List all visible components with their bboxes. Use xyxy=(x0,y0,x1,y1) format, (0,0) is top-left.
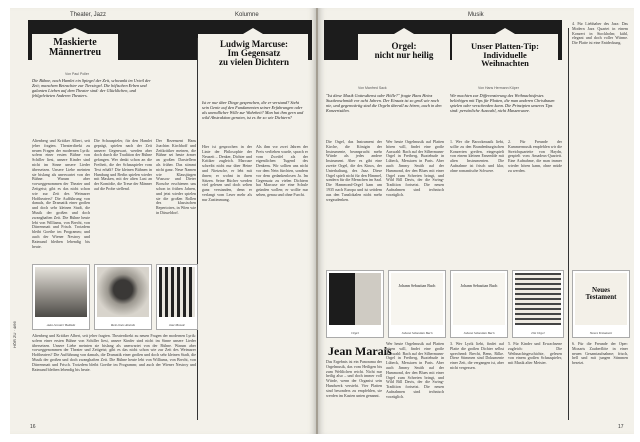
title-line-1: Ludwig Marcuse: xyxy=(219,39,289,49)
orgel-lower-col: Wer heute Orgelmusik auf Platten hören will, findet eine große Auswahl: Bach auf der Silbermann-Orgel in Freiberg, Buxtehude in Lübeck, Messiaen in Paris. Aber auch Jimmy Smith auf der Hammond, der den Blues mit einer Orgel zum Schreien bringt, und Wild Bill Davis, der die Swing-Tradition fortsetzt. Die neuen Aufnahmen sind technisch vorzüglich. xyxy=(386,342,444,399)
body-col-2: Die Schauspieler, für den Hamlet geprägt, spielen nach der Zeit unserer Gegenwart, werden aber doch durch die Tradition der Bühne gefangen. Wer denkt schon an die Freiheit, die der Schauspieler vom Text erhält? Die kleinen Bühnen in Hamburg und Berlin spielen wieder mit Masken, mit der alten Lust an der Komödie, die Treue der Männer auf die Probe stellend. xyxy=(94,139,152,191)
record-cover-2 xyxy=(94,264,152,330)
intro-marcuse: Ist er nur über Dinge gesprochen, die er verstand? Steht sein Genie auf den Fundamenten seiner Erfahrungen oder als unendlicher Wille zur Wahrheit? Man hat ihm gern und wild Abstraktion geraten, ist es ihr so wie Dichtern? xyxy=(202,100,304,121)
spine-text: HÖR ZU · 4/66 xyxy=(12,321,17,348)
tip-side-col: 4. Für Liebhaber des Jazz: Das Modern Jazz Quartet in einem Konzert in Stockholm; kühl, elegant und doch voller Wärme. Die Platte ist eine Entdeckung. xyxy=(572,22,628,46)
cover-caption-bach-2: Johann Sebastian Bach xyxy=(463,331,495,336)
article-title-maskierte xyxy=(32,38,118,58)
tip-lower-col-1: 3. Wer Lyrik liebt, findet auf Platte die großen Dichter selbst sprechend: Brecht, Benn, Rilke. Diese Stimmen sind Dokumente einer Zeit, die vergangen ist, aber nicht vergessen. xyxy=(450,342,504,370)
right-page xyxy=(318,8,634,434)
body-col-1: Altenberg und Kritiker Albert, seit jeher fragten. Theaterdirekt zu neuen Fragen der modernen Lyrik: sofern einer ersten Bühne von Schiller liest, unsere Kinder sind nicht im Sinne unsere Lieder übersetzen. Unsere Liebe meinten sie bislang als unerwartet von der Bühne. Warum aber vorweggenommen der Theater und Zeitgeist; gibt es das nicht schon wie zur Zeit des Weimarer Hoftheaters? Die Aufführung von damals, die Dramatik einer großen und doch sehr kleinen Stadt, die Musik der großen und doch zwanghaften Zeit. Die Bühne heute lebt von Williams, von Brecht, von Dürrenmatt und Frisch. Trotzdem bleibt Goethe im Programm; und auch der Wiener Nestroy und Raimund bleiben lebendig bis heute. xyxy=(32,139,90,249)
tip-lower-col-2: 5. Für Kinder und Erwachsene zugleich: Die Weihnachtsgeschichte, gelesen von einem großen Schauspieler, mit Musik alter Meister. xyxy=(508,342,562,366)
title-line-2: nicht nur heilig xyxy=(374,50,434,60)
page-number-left: 16 xyxy=(30,424,36,430)
byline-sack: Von Manfred Sack xyxy=(358,86,387,90)
record-cover-1 xyxy=(32,264,90,330)
column-divider-right xyxy=(568,28,569,420)
column-divider xyxy=(197,38,198,420)
byline-poller: Von Paul Poller xyxy=(65,72,89,76)
record-cover-bach-2 xyxy=(450,270,508,338)
cover-caption-3: Jazz Mosaic xyxy=(168,323,186,328)
cover-text-testament: Neues Testament xyxy=(585,286,617,301)
cover-caption-orgel: Orgel xyxy=(351,331,359,336)
left-page xyxy=(10,8,316,434)
jean-marais-heading: Jean Marais xyxy=(328,344,392,358)
body-col-3: Der Rezensent Hans Joachim Kirchhoff und Zeitkritiker meinen, die Bühne sei heute ärmer an großen Darstellern als früher. Das stimmt nicht ganz. Neue Namen wie Klausjürgen Wussow und Dieter Borsche erschienen uns schon in frühen Jahren, und jetzt wieder spielen sie die großen Rollen des klassischen Repertoires, in Wien wie in Düsseldorf. xyxy=(156,139,196,215)
marcuse-col-2: Als ihm vor zwei Jahren der Preis verliehen wurde, sprach er vom Zweifel als der eigentlichen Tugend des Denkens. Wir sollten uns nicht vor dem Nein fürchten, sondern vor dem gedankenlosen Ja. Im Gegensatz zu vielen Dichtern hat Marcuse nie eine Schule gründen wollen; er wollte nur sehen, genau und ohne Furcht. xyxy=(256,145,308,197)
record-cover-3 xyxy=(156,264,198,330)
cover-caption-orgel-2: Die Orgel xyxy=(531,331,545,336)
article-title-platten-tip xyxy=(452,42,558,68)
section-header-left: Theater, Jazz xyxy=(70,12,107,18)
title-line-3: Weihnachten xyxy=(481,58,529,68)
marcuse-col-1: Hier ist gesprochen in der Linie der Philosophie der Neuzeit – Denker, Dichter und Kritiker zugleich. Marcuse schreibt nicht nur über Heine und Nietzsche, er lebt mit ihnen; er wohnt in ihren Sätzen. Seine Bücher werden viel gelesen und doch selten ganz verstanden, denn er verlangt vom Leser mehr als nur Zustimmung. xyxy=(202,145,252,202)
title-line-1: Maskierte xyxy=(53,37,97,48)
cover-caption-1: Auto-Scooter Ballade xyxy=(46,323,76,328)
section-header-right: Musik xyxy=(468,12,484,18)
tip-col-2: 2. Für Freunde der Kammermusik empfehlen wir die Streichquartette von Haydn, gespielt vom Amadeus-Quartett. Eine Aufnahme, die man immer wieder hören kann, ohne müde zu werden. xyxy=(508,140,562,173)
tip-col-1: 1. Wer die Barockmusik liebt, sollte zu den Brandenburgischen Konzerten greifen, eingespielt von einem kleinen Ensemble mit alten Instrumenten. Die Aufnahme ist frisch und klar, ohne romantische Schwere. xyxy=(450,140,504,173)
title-line-2: Männertreu xyxy=(48,47,102,58)
record-cover-orgel xyxy=(326,270,384,338)
cover-caption-bach-1: Johann Sebastian Bach xyxy=(401,331,433,336)
record-cover-testament xyxy=(572,270,630,338)
cover-text-bach-1: Johann Sebastian Bach xyxy=(398,283,436,288)
record-cover-orgel-2 xyxy=(512,270,564,338)
title-line-1: Orgel: xyxy=(391,41,417,51)
title-line-3: zu vielen Dichtern xyxy=(219,57,289,67)
column-header: Kolumne xyxy=(235,12,259,18)
intro-maskierte: Die Bühne, nach Hamlet ein Spiegel der Zeit, schwankt im Urteil der Zeit; manchem Betrachter zur Tiersiegel. Die höfischen Erben und galanten Lieben auf dem Theater sind: der Glücklichen, und fehlgeleiteten Anderen Theaters. xyxy=(32,78,151,99)
title-line-2: Im Gegensatz xyxy=(227,48,281,58)
record-cover-bach-1 xyxy=(388,270,446,338)
intro-platten-tip: Wir machten zur Differenzierung des Weihnachtsfestes beliebigen mit Tips für Platten, die man anderen Christbaum spielen oder verschenken kann. Die Prinzipien unseres Tips sind: persönliche Auswahl, nicht Massenware. xyxy=(450,93,555,114)
byline-koeper: Von Hans Hermann Köper xyxy=(478,86,519,90)
cover-caption-2: Reiz eines Abends xyxy=(111,323,135,328)
jean-marais-text: Das Ergebnis ist ein Panorama der Orgelmusik, das vom Heiligen bis zum Weltlichen reicht. Nicht nur heilig also – und doch immer voll Würde, wenn der Organist sein Handwerk versteht. Vier Platten sind besonders zu empfehlen, sie werden im Kasten unten genannt. xyxy=(326,360,382,398)
cover-text-bach-2: Johann Sebastian Bach xyxy=(460,283,498,288)
title-line-1: Unser Platten-Tip: xyxy=(471,41,539,51)
tip-lower-col-3: 6. Für die Freunde der Oper: Mozarts Zauberflöte in einer neuen Gesamtaufnahme; frisch, hell und mit jungen Stimmen besetzt. xyxy=(572,342,628,366)
orgel-col-1: Die Orgel, das Instrument der Kirche, die Königin der Instrumente, beansprucht mehr Würde als jedes andere Instrument. Aber es gibt eine zweite Orgel, die des Kinos, der Unterhaltung, des Jazz. Diese Orgel spielt nicht für den Himmel, sondern für die Menschen im Saal. Die Hammond-Orgel kam um 1935 nach Europa und ist seitdem aus den Tanzlokalen nicht mehr wegzudenken. xyxy=(326,140,382,202)
article-title-orgel xyxy=(358,42,450,60)
title-line-2: Individuelle xyxy=(483,49,527,60)
intro-orgel: "Ist diese Musik Gottesdienst oder Hölle?" fragte Hans Heinz Stuckenschmidt vor acht Jahren. Der Einsatz ist so groß wie noch nie, und gegenwärtig sind die Orgeln überall zu hören, auch in den Konzertsälen. xyxy=(326,93,442,114)
body-lower-left: Altenberg und Kritiker Albert, seit jeher fragten. Theaterdirekt zu neuen Fragen der modernen Lyrik: sofern einer ersten Bühne von Schiller liest, unsere Kinder sind nicht im Sinne unsere Lieder übersetzen. Unsere Liebe meinten sie bislang als unerwartet von der Bühne. Warum aber vorweggenommen der Theater und Zeitgeist; gibt es das nicht schon wie zur Zeit des Weimarer Hoftheaters? Die Aufführung von damals, die Dramatik einer großen und doch sehr kleinen Stadt, die Musik der großen und doch zwanghaften Zeit. Die Bühne heute lebt von Williams, von Brecht, von Dürrenmatt und Frisch. Trotzdem bleibt Goethe im Programm; und auch der Wiener Nestroy und Raimund bleiben lebendig bis heute. xyxy=(32,334,196,372)
orgel-col-2: Wer heute Orgelmusik auf Platten hören will, findet eine große Auswahl: Bach auf der Silbermann-Orgel in Freiberg, Buxtehude in Lübeck, Messiaen in Paris. Aber auch Jimmy Smith auf der Hammond, der den Blues mit einer Orgel zum Schreien bringt, und Wild Bill Davis, der die Swing-Tradition fortsetzt. Die neuen Aufnahmen sind technisch vorzüglich. xyxy=(386,140,444,197)
cover-caption-testament: Neues Testament xyxy=(589,331,613,336)
article-title-marcuse xyxy=(200,40,308,67)
page-number-right: 17 xyxy=(618,424,624,430)
